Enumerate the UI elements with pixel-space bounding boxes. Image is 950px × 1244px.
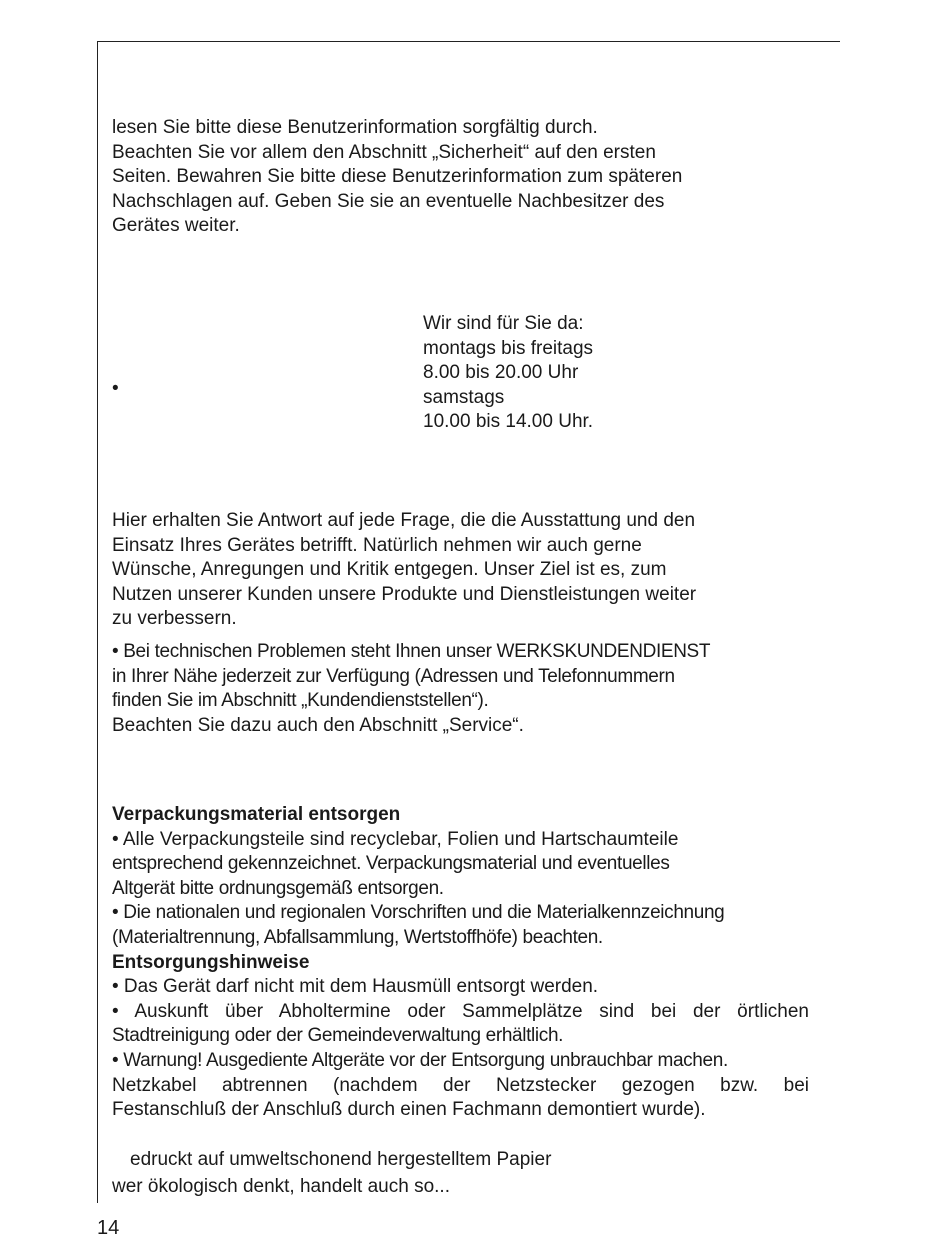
intro-line: lesen Sie bitte diese Benutzerinformation sorgfältig durch. (112, 117, 598, 138)
packaging-line: • Alle Verpackungsteile sind recyclebar, Folien und Hartschaumteile (112, 828, 679, 850)
disposal-heading: Entsorgungshinweise (112, 951, 310, 973)
answers-line: Hier erhalten Sie Antwort auf jede Frage, die die Ausstattung und den (112, 510, 696, 531)
service-line: Beachten Sie dazu auch den Abschnitt „Service“. (112, 714, 524, 736)
footer-recycled-note (130, 1148, 551, 1173)
service-hours (423, 312, 593, 435)
hours-line: Wir sind für Sie da: (423, 313, 584, 334)
disposal-line: Festanschluß der Anschluß durch einen Fachmann demontiert wurde). (112, 1099, 706, 1121)
disposal-line: • Warnung! Ausgediente Altgeräte vor der Entsorgung unbrauchbar machen. (112, 1049, 728, 1071)
answers-line: Wünsche, Anregungen und Kritik entgegen. Unser Ziel ist es, zum (112, 559, 667, 581)
answers-line: zu verbessern. (112, 608, 237, 630)
footer-slogan (112, 1175, 450, 1200)
hours-line: 10.00 bis 14.00 Uhr. (423, 411, 594, 433)
footer-line: wer ökologisch denkt, handelt auch so... (112, 1176, 450, 1197)
disposal-line: Stadtreinigung oder der Gemeindeverwaltung erhältlich. (112, 1025, 564, 1047)
intro-line: Gerätes weiter. (112, 215, 240, 237)
footer-line: edruckt auf umweltschonend hergestelltem Papier (130, 1149, 552, 1170)
packaging-line: entsprechend gekennzeichnet. Verpackungsmaterial und eventuelles (112, 853, 670, 875)
intro-line: Seiten. Bewahren Sie bitte diese Benutzerinformation zum späteren (112, 166, 683, 188)
service-line: • Bei technischen Problemen steht Ihnen unser WERKSKUNDENDIENST (112, 641, 711, 662)
intro-paragraph (112, 116, 682, 239)
top-rule (97, 41, 840, 42)
intro-line: Nachschlagen auf. Geben Sie sie an eventuelle Nachbesitzer des (112, 190, 665, 212)
left-rule (97, 41, 98, 1203)
packaging-line: • Die nationalen und regionalen Vorschriften und die Materialkennzeichnung (112, 902, 725, 924)
service-line: in Ihrer Nähe jederzeit zur Verfügung (Adressen und Telefonnummern (112, 665, 675, 687)
disposal-line: • Auskunft über Abholtermine oder Sammelplätze sind bei der örtlichen (112, 1000, 809, 1022)
packaging-heading: Verpackungsmaterial entsorgen (112, 804, 401, 825)
hours-line: montags bis freitags (423, 337, 594, 359)
packaging-line: (Materialtrennung, Abfallsammlung, Wertstoffhöfe) beachten. (112, 926, 603, 948)
packaging-line: Altgerät bitte ordnungsgemäß entsorgen. (112, 877, 444, 899)
packaging-section (112, 803, 809, 1123)
bullet-marker: • (112, 378, 119, 399)
answers-line: Nutzen unserer Kunden unsere Produkte und Dienstleistungen weiter (112, 583, 697, 605)
page-number: 14 (97, 1217, 120, 1239)
disposal-line: Netzkabel abtrennen (nachdem der Netzstecker gezogen bzw. bei (112, 1074, 809, 1096)
service-line: finden Sie im Abschnitt „Kundendienststellen“). (112, 690, 489, 712)
answers-line: Einsatz Ihres Gerätes betrifft. Natürlich nehmen wir auch gerne (112, 534, 642, 556)
answers-paragraph (112, 509, 696, 632)
service-paragraph (112, 640, 710, 738)
hours-line: samstags (423, 386, 505, 408)
disposal-line: • Das Gerät darf nicht mit dem Hausmüll entsorgt werden. (112, 976, 599, 998)
intro-line: Beachten Sie vor allem den Abschnitt „Sicherheit“ auf den ersten (112, 141, 656, 163)
hours-line: 8.00 bis 20.00 Uhr (423, 362, 579, 384)
